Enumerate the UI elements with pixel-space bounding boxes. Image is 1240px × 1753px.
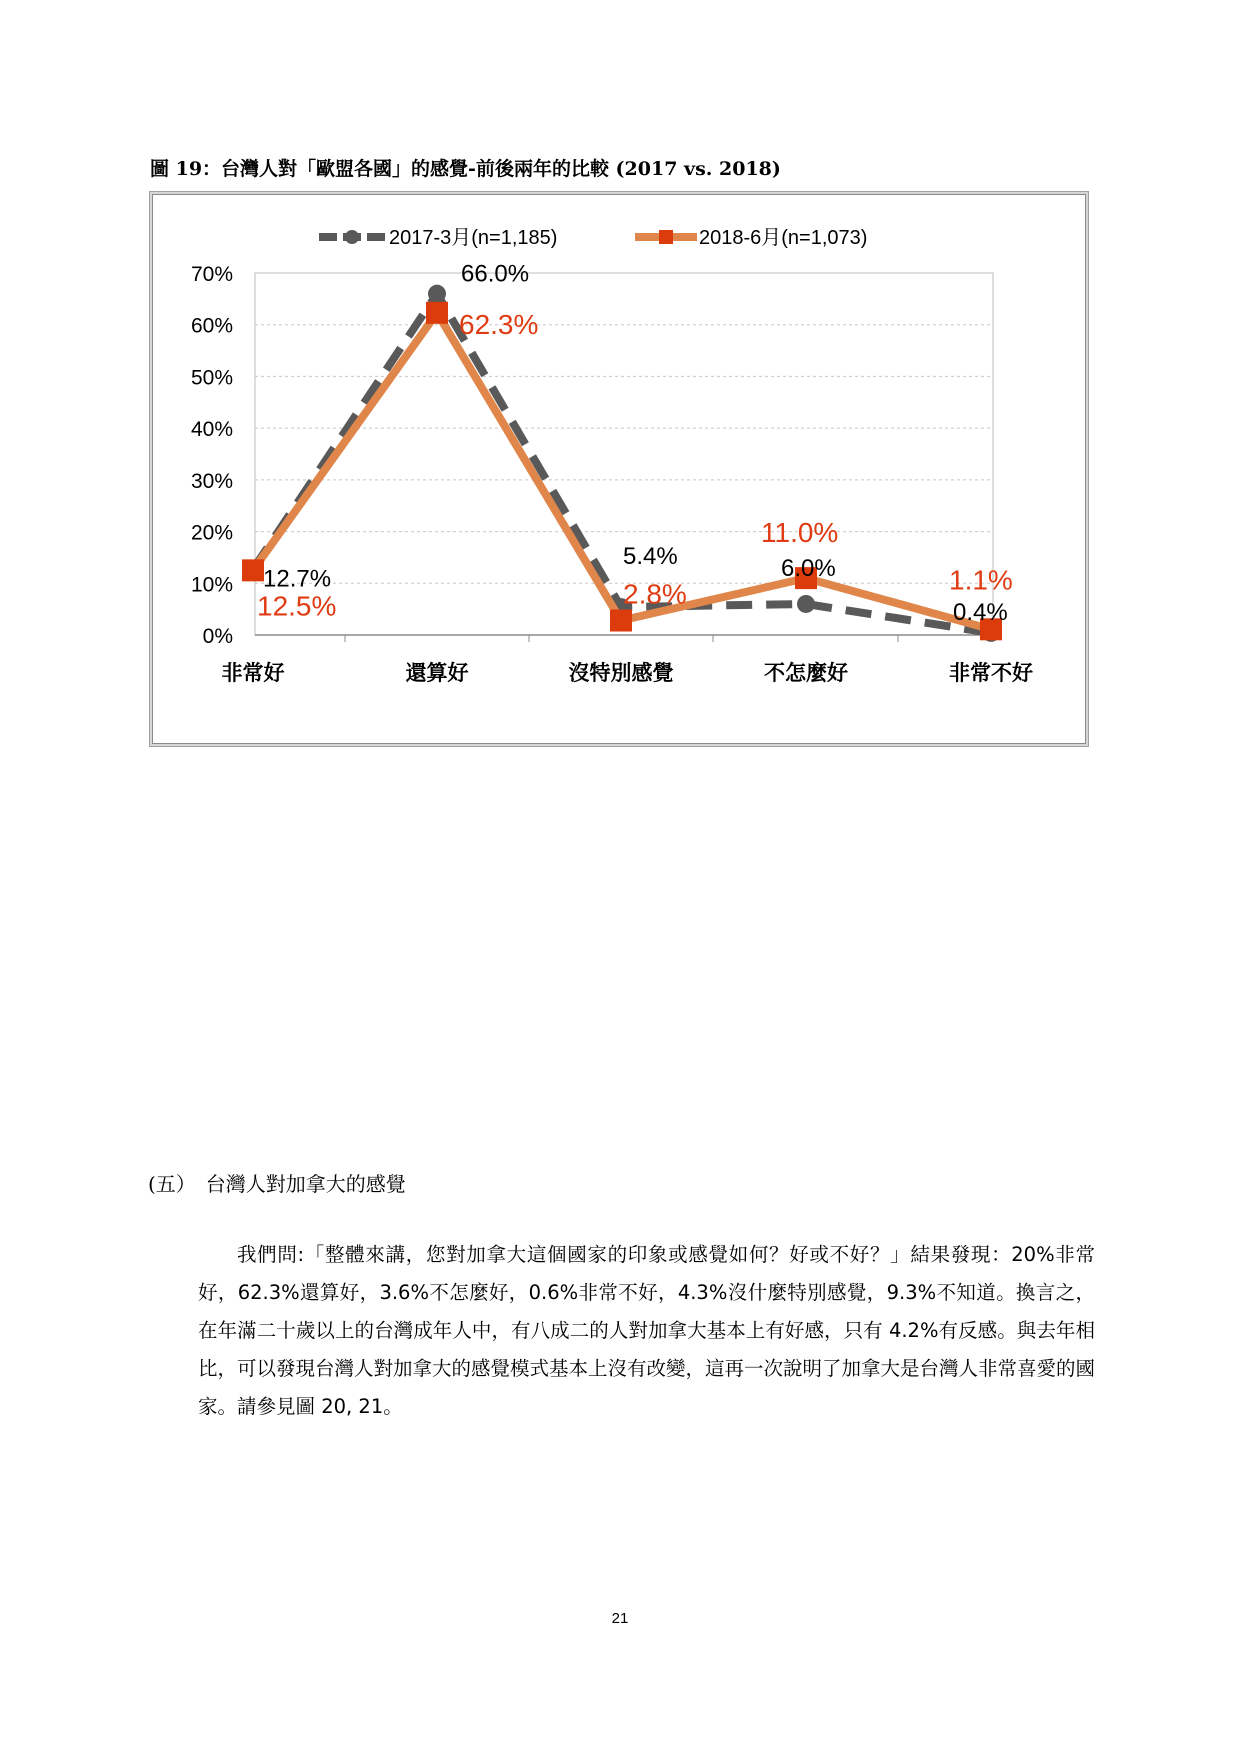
series-2018-data-label: 2.8% [623,578,687,610]
legend-2018-label: 2018-6月(n=1,073) [699,227,868,249]
body-paragraph: 我們問:「整體來講，您對加拿大這個國家的印象或感覺如何？好或不好？」結果發現：20%非常好，62.3%還算好，3.6%不怎麼好，0.6%非常不好，4.3%沒什麼特別感覺，9.3%不知道。換言之，在年滿二十歲以上的台灣成年人中，有八成二的人對加拿大基本上有好感，只有 4.2%有反感。與去年相比，可以發現台灣人對加拿大的感覺模式基本上沒有改變，這再一次說明了加拿大是台灣人非常喜愛的國家。請參見圖 20, 21。 [198,1243,1096,1418]
section-heading: (五） 台灣人對加拿大的感覺 [148,1172,406,1196]
data-labels [257,261,1013,626]
gridlines [255,273,993,583]
y-tick-label: 50% [190,366,233,390]
y-tick-label: 40% [190,418,233,442]
x-category-label: 不怎麼好 [764,661,848,685]
series-2017-data-label: 66.0% [461,260,530,288]
page-number: 21 [611,1610,629,1627]
series [242,285,1002,642]
y-tick-label: 60% [190,314,233,338]
series-2017-data-label: 0.4% [953,598,1008,626]
series-2017-marker [797,595,815,613]
series-2018-marker [242,559,264,581]
x-category-label: 非常好 [221,661,285,685]
legend-2017-marker [345,230,359,244]
y-tick-label: 10% [190,573,233,597]
legend-2018-marker [659,230,673,244]
series-2018-marker [426,302,448,324]
line-chart [153,195,1085,743]
series-2018-data-label: 62.3% [459,308,539,340]
y-tick-label: 70% [190,263,233,286]
series-2018-line [253,313,991,629]
series-2017-line [253,294,991,633]
series-2017-data-label: 5.4% [623,543,678,571]
figure-caption: 圖 19：台灣人對「歐盟各國」的感覺-前後兩年的比較 (2017 vs. 2018) [150,158,781,180]
series-2017-data-label: 6.0% [781,554,836,582]
legend [319,227,867,249]
series-2018-data-label: 1.1% [949,564,1013,596]
series-2018-data-label: 12.5% [257,590,337,622]
y-tick-label: 0% [202,625,233,648]
x-category-label: 非常不好 [949,661,1033,685]
legend-2017-label: 2017-3月(n=1,185) [389,227,558,249]
series-2017-data-label: 12.7% [263,565,332,593]
series-2017-marker [428,285,446,303]
x-category-label: 沒特別感覺 [568,661,674,685]
series-2018-marker [610,610,632,632]
y-tick-label: 20% [190,521,233,545]
y-tick-label: 30% [190,469,233,493]
chart-container [152,194,1086,744]
x-category-label: 還算好 [405,661,469,685]
series-2018-data-label: 11.0% [761,517,839,549]
